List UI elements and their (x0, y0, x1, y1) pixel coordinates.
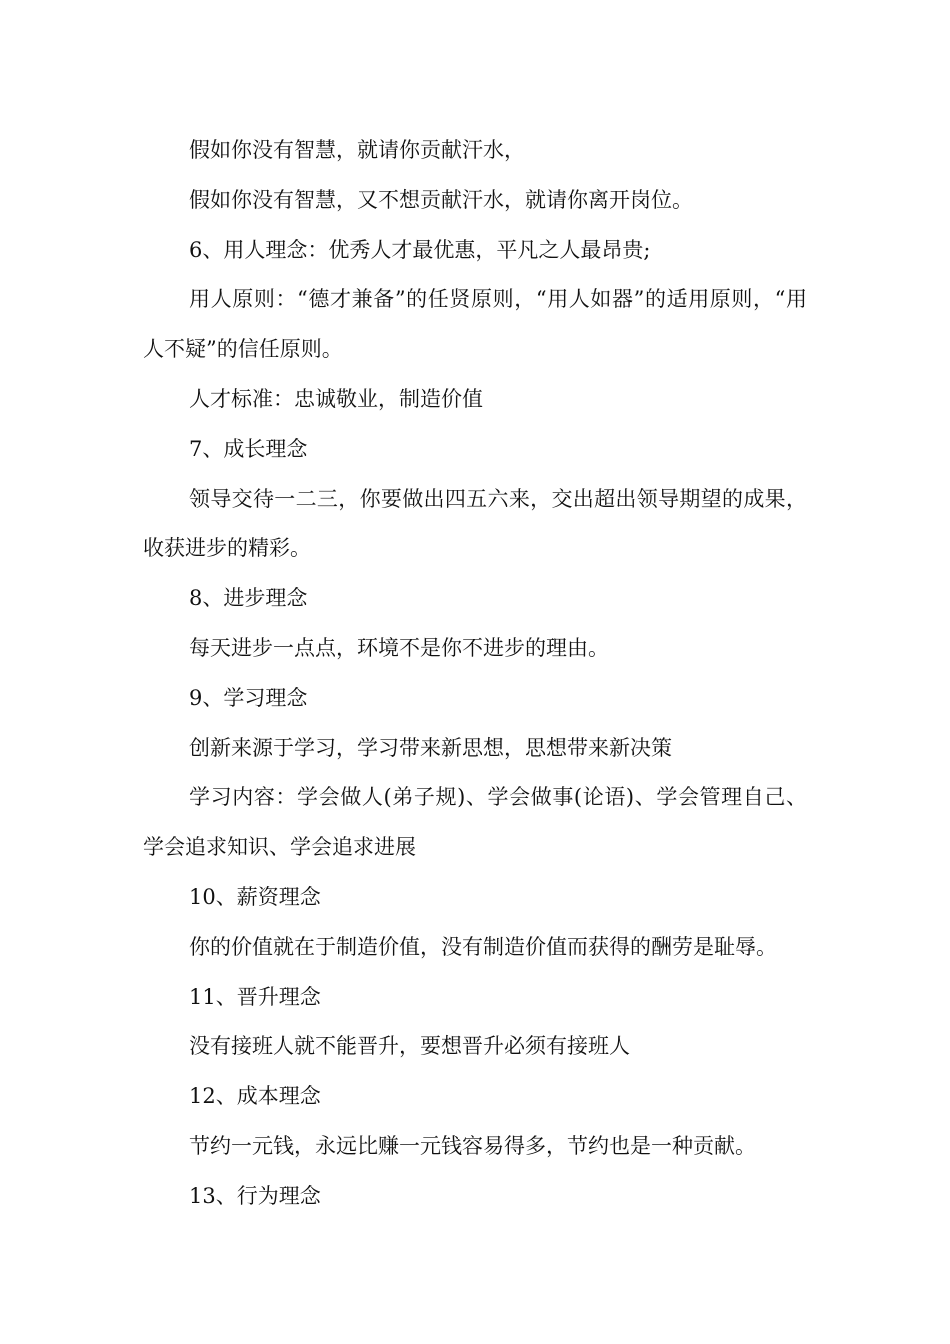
paragraph: 人才标准：忠诚敬业，制造价值 (189, 386, 483, 411)
section-item-6: 6、用人理念：优秀人才最优惠，平凡之人最昂贵; (189, 237, 651, 262)
paragraph: 节约一元钱，永远比赚一元钱容易得多，节约也是一种贡献。 (189, 1133, 756, 1158)
paragraph: 学习内容：学会做人(弟子规)、学会做事(论语)、学会管理自己、学会追求知识、学会追求进展 (143, 785, 807, 860)
paragraph: 创新来源于学习，学习带来新思想，思想带来新决策 (189, 735, 672, 760)
paragraph: 每天进步一点点，环境不是你不进步的理由。 (189, 635, 609, 660)
section-heading-10: 10、薪资理念 (189, 884, 321, 909)
document-body (143, 126, 807, 1222)
paragraph: 假如你没有智慧，就请你贡献汗水， (189, 138, 525, 162)
paragraph: 领导交待一二三，你要做出四五六来，交出超出领导期望的成果，收获进步的精彩。 (143, 486, 807, 561)
section-heading-12: 12、成本理念 (189, 1084, 321, 1109)
section-heading-13: 13、行为理念 (189, 1183, 321, 1208)
section-heading-11: 11、晋升理念 (189, 984, 321, 1009)
section-heading-9: 9、学习理念 (189, 685, 308, 710)
paragraph: 没有接班人就不能晋升，要想晋升必须有接班人 (189, 1034, 630, 1059)
paragraph: 用人原则：“德才兼备”的任贤原则，“用人如器”的适用原则，“用人不疑”的信任原则。 (143, 287, 807, 362)
paragraph: 假如你没有智慧，又不想贡献汗水，就请你离开岗位。 (189, 187, 693, 212)
section-heading-8: 8、进步理念 (189, 586, 308, 611)
paragraph: 你的价值就在于制造价值，没有制造价值而获得的酬劳是耻辱。 (189, 934, 777, 959)
section-heading-7: 7、成长理念 (189, 436, 308, 461)
